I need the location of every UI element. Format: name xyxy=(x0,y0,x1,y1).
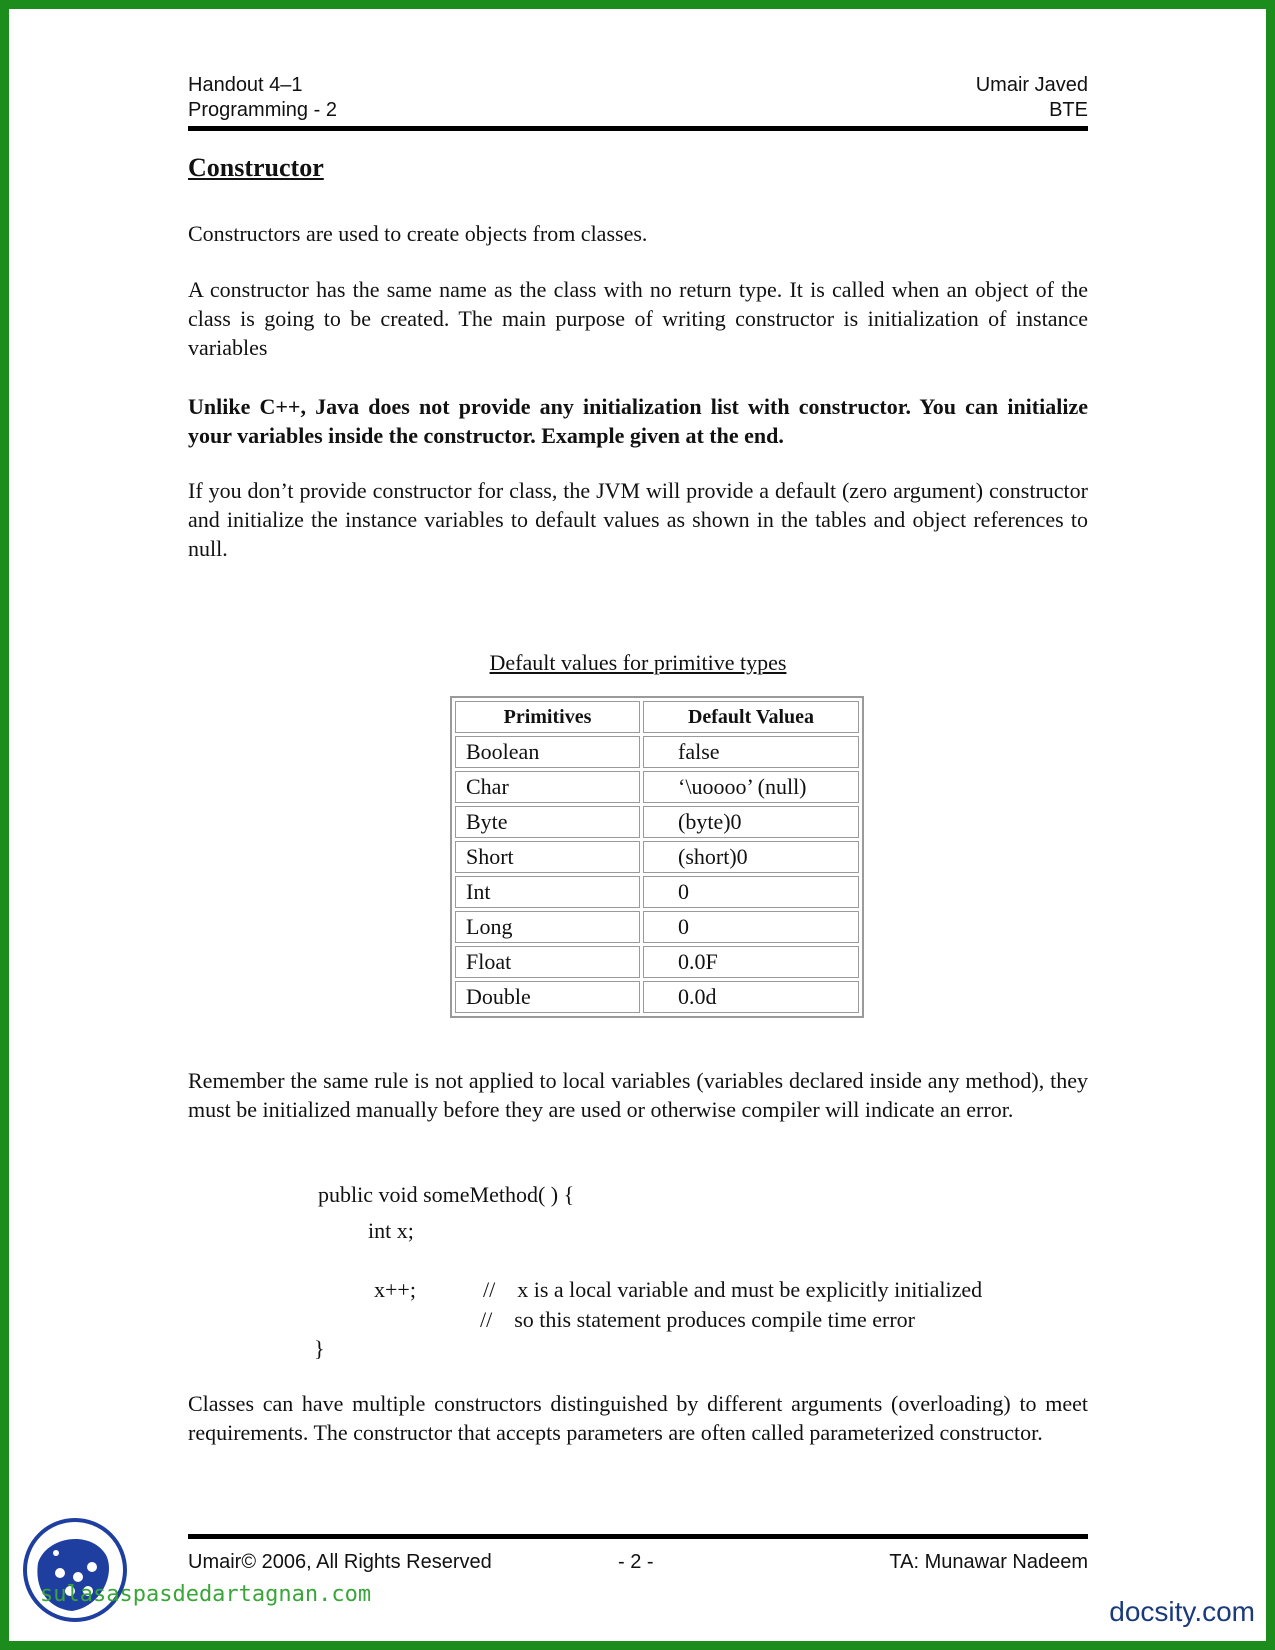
header-program: BTE xyxy=(1049,99,1088,121)
table-row xyxy=(455,946,859,978)
paragraph-definition: A constructor has the same name as the class with no return type. It is called when an object of the class is going to be created. The main purpose of writing constructor is initialization of instance variables xyxy=(188,277,1088,360)
code-line-declaration: int x; xyxy=(368,1218,414,1243)
header-handout: Handout 4–1 xyxy=(188,74,303,96)
footer-copyright: Umair© 2006, All Rights Reserved xyxy=(188,1551,492,1573)
header-rule xyxy=(188,126,1088,131)
code-comment-2: // so this statement produces compile time error xyxy=(480,1307,916,1332)
table-cell-type: Byte xyxy=(455,806,640,838)
watermark-site-link[interactable]: sulasaspasdedartagnan.com xyxy=(40,1582,372,1607)
table-header-row xyxy=(455,701,859,733)
docsity-logo-icon xyxy=(20,1515,130,1625)
table-cell-value: ‘\uoooo’ (null) xyxy=(643,771,859,803)
paragraph-local-variables: Remember the same rule is not applied to local variables (variables declared inside any method), they must be initialized manually before they are used or otherwise compiler will indicate an error. xyxy=(188,1068,1088,1122)
code-line-increment: x++; xyxy=(374,1277,416,1302)
table-cell-value: 0 xyxy=(643,876,859,908)
watermark-docsity[interactable]: docsity.com xyxy=(1109,1596,1255,1627)
code-comment-1: // x is a local variable and must be explicitly initialized xyxy=(483,1277,983,1302)
table-cell-value: 0.0d xyxy=(643,981,859,1013)
table-cell-type: Short xyxy=(455,841,640,873)
table-row xyxy=(455,981,859,1013)
header-author: Umair Javed xyxy=(975,74,1088,96)
table-caption: Default values for primitive types xyxy=(489,650,787,675)
table-cell-type: Int xyxy=(455,876,640,908)
code-line-close: } xyxy=(314,1336,325,1361)
header-right xyxy=(976,73,1088,123)
table-row xyxy=(455,841,859,873)
table-cell-value: (short)0 xyxy=(643,841,859,873)
table-cell-value: false xyxy=(643,736,859,768)
table-cell-type: Char xyxy=(455,771,640,803)
section-title: Constructor xyxy=(188,153,324,182)
table-row xyxy=(455,806,859,838)
table-cell-type: Float xyxy=(455,946,640,978)
paragraph-overloading: Classes can have multiple constructors distinguished by different arguments (overloading) to meet requirements. The constructor that accepts parameters are often called parameterized constructor. xyxy=(188,1391,1088,1445)
header-course: Programming - 2 xyxy=(188,99,337,121)
footer-rule xyxy=(188,1534,1088,1539)
table-header-default: Default Valuea xyxy=(643,701,859,733)
table-cell-type: Double xyxy=(455,981,640,1013)
paragraph-java-note: Unlike C++, Java does not provide any initialization list with constructor. You can initialize your variables inside the constructor. Example given at the end. xyxy=(188,394,1088,448)
paragraph-default-constructor: If you don’t provide constructor for class, the JVM will provide a default (zero argument) constructor and initialize the instance variables to default values as shown in the tables and object references to null. xyxy=(188,478,1088,561)
table-cell-type: Long xyxy=(455,911,640,943)
table-header-primitives: Primitives xyxy=(455,701,640,733)
table-row xyxy=(455,876,859,908)
table-row xyxy=(455,736,859,768)
table-row xyxy=(455,771,859,803)
footer-page-number: - 2 - xyxy=(618,1551,654,1573)
table-cell-value: 0 xyxy=(643,911,859,943)
table-cell-type: Boolean xyxy=(455,736,640,768)
table-cell-value: (byte)0 xyxy=(643,806,859,838)
paragraph-intro: Constructors are used to create objects from classes. xyxy=(188,221,648,246)
table-row xyxy=(455,911,859,943)
footer-ta: TA: Munawar Nadeem xyxy=(889,1551,1088,1573)
table-cell-value: 0.0F xyxy=(643,946,859,978)
header-left xyxy=(188,73,337,123)
defaults-table xyxy=(450,696,864,1018)
code-line-signature: public void someMethod( ) { xyxy=(318,1182,575,1207)
